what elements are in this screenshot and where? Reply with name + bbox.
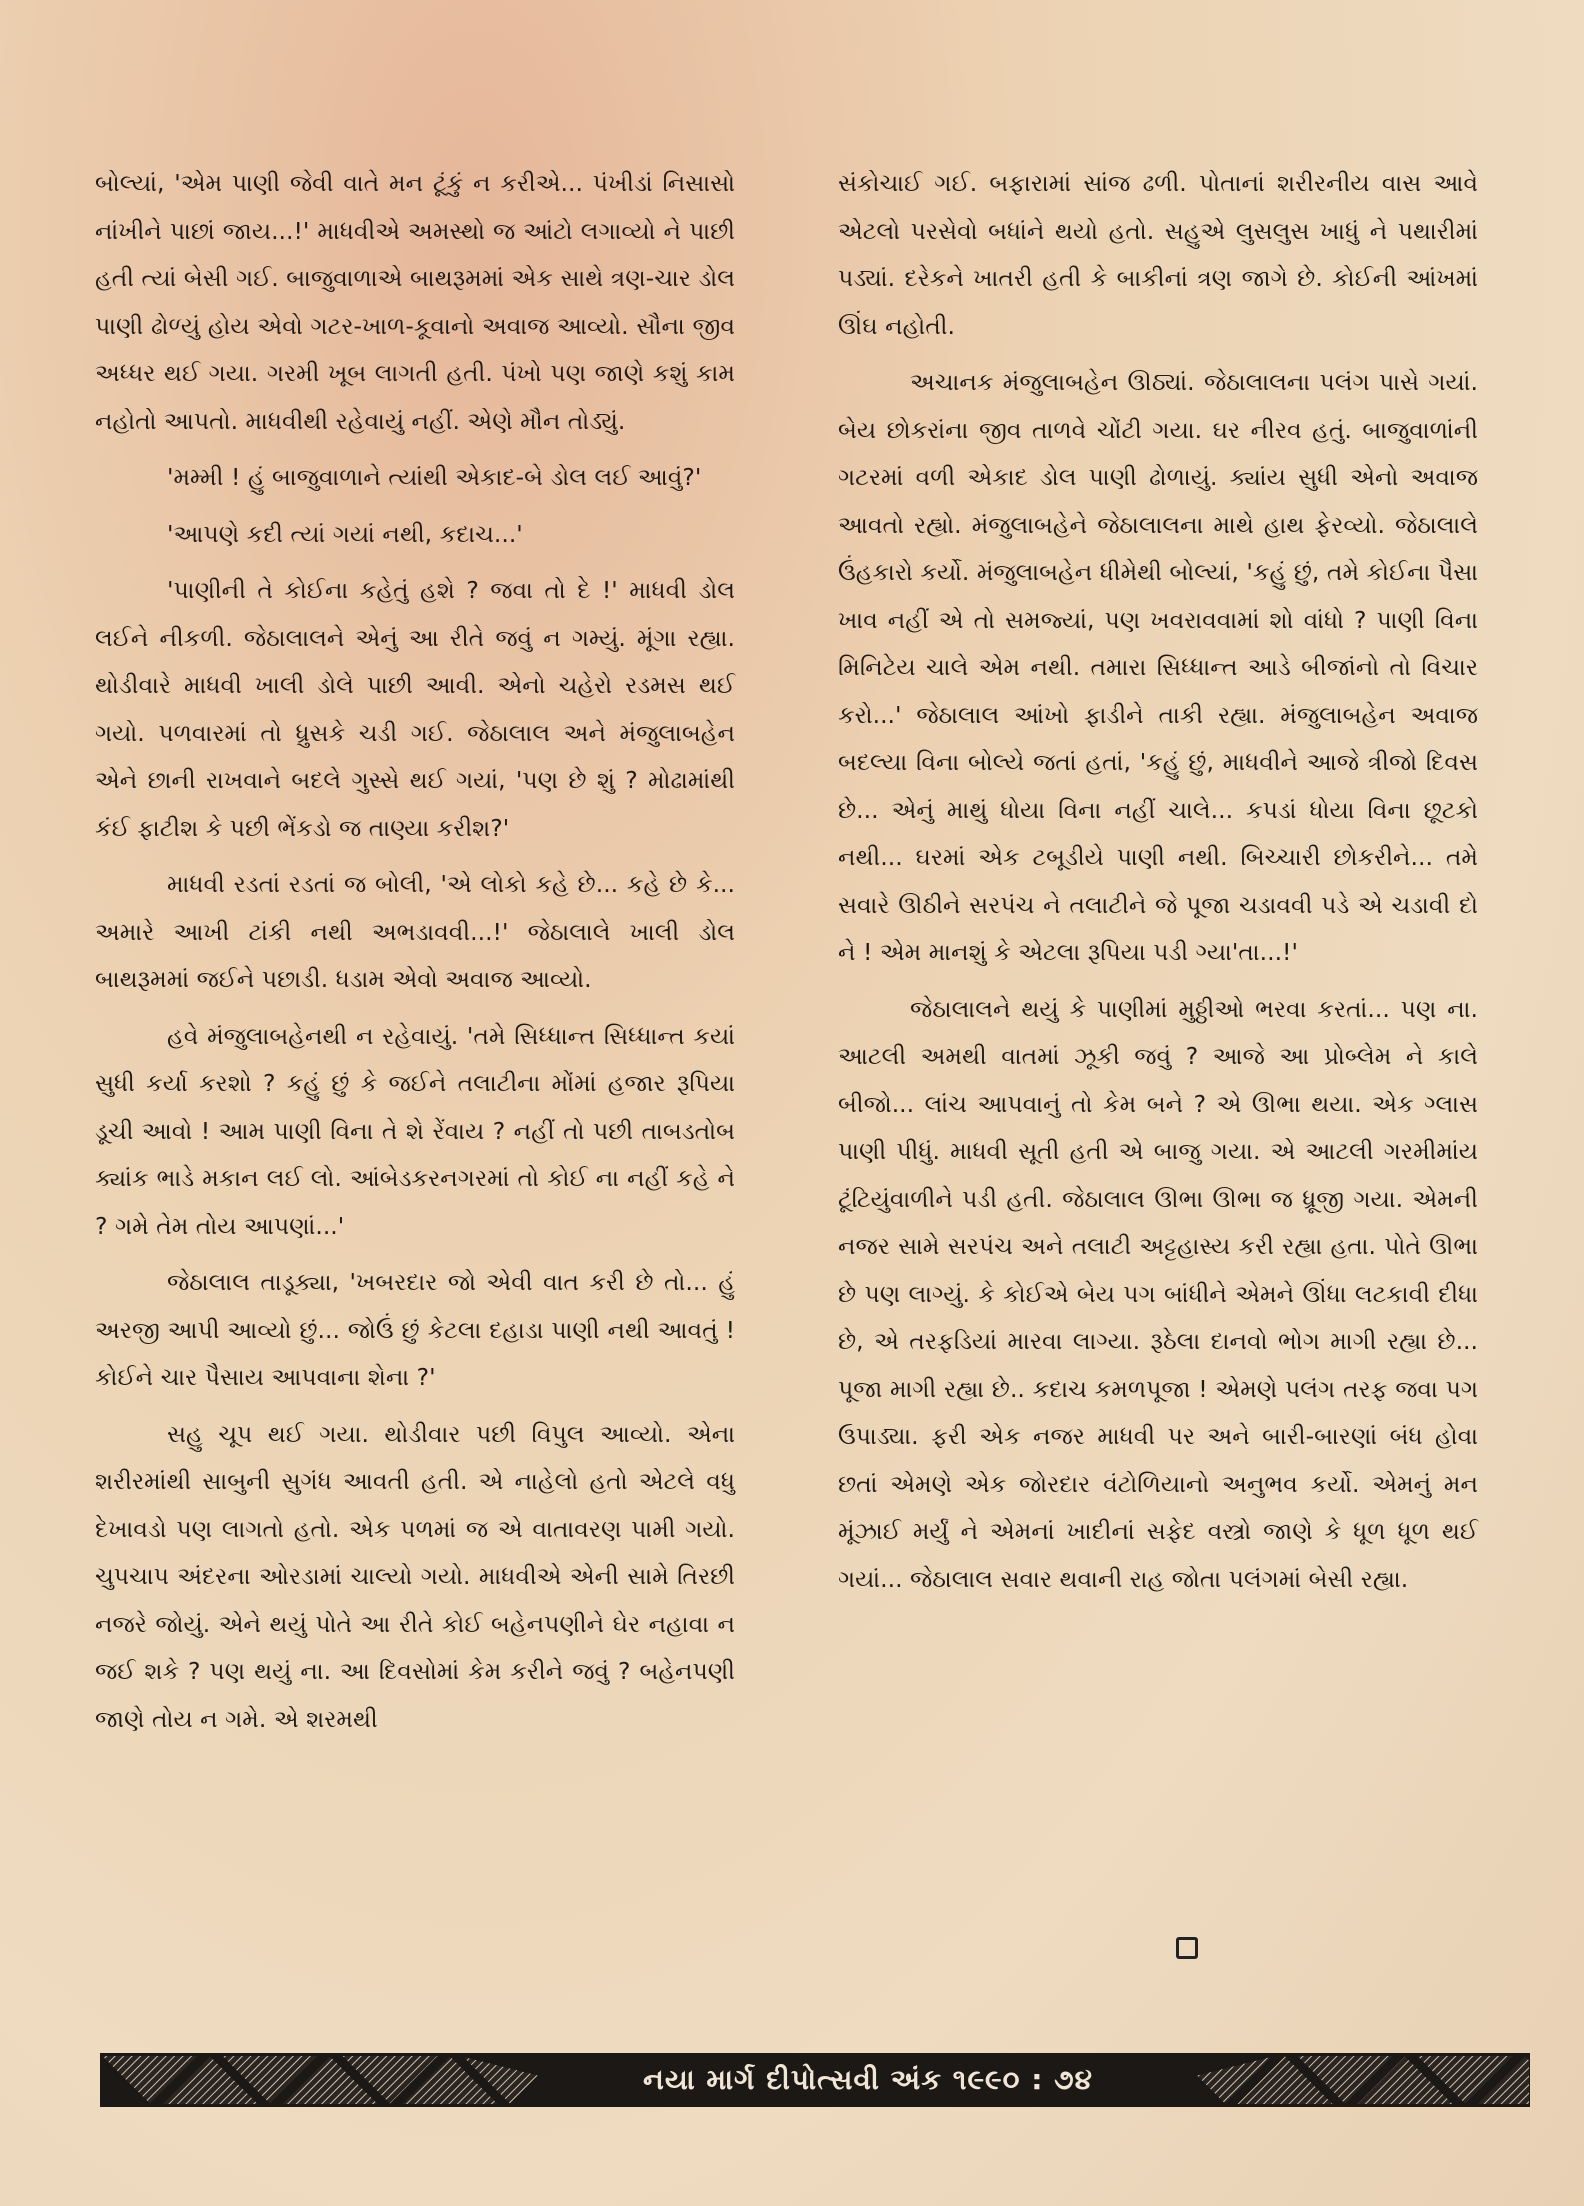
left-column [95, 160, 735, 1752]
paragraph: હવે મંજુલાબહેનથી ન રહેવાયું. 'તમે સિધ્ધાન્ત સિધ્ધાન્ત કયાં સુધી કર્યા કરશો ? કહું છું કે જઈને તલાટીના મોંમાં હજાર રૂપિયા ડૂચી આવો ! આમ પાણી વિના તે શે રેંવાય ? નહીં તો પછી તાબડતોબ ક્યાંક ભાડે મકાન લઈ લો. આંબેડકરનગરમાં તો કોઈ ના નહીં કહે ને ? ગમે તેમ તોય આપણાં...' [95, 1021, 735, 1240]
paragraph: 'પાણીની તે કોઈના કહેતું હશે ? જવા તો દે !' માધવી ડોલ લઈને નીકળી. જેઠાલાલને એનું આ રીતે જવું ન ગમ્યું. મૂંગા રહ્યા. થોડીવારે માધવી ખાલી ડોલે પાછી આવી. એનો ચહેરો રડમસ થઈ ગયો. પળવારમાં તો ધ્રુસકે ચડી ગઈ. જેઠાલાલ અને મંજુલાબહેન એને છાની રાખવાને બદલે ગુસ્સે થઈ ગયાં, 'પણ છે શું ? મોઢામાંથી કંઈ ફાટીશ કે પછી ભેંકડો જ તાણ્યા કરીશ?' [95, 576, 735, 842]
paragraph: માધવી રડતાં રડતાં જ બોલી, 'એ લોકો કહે છે... કહે છે કે... અમારે આખી ટાંકી નથી અભડાવવી...!' જેઠાલાલે ખાલી ડોલ બાથરૂમમાં જઈને પછાડી. ધડામ એવો અવાજ આવ્યો. [95, 870, 735, 993]
paragraph: સંકોચાઈ ગઈ. બફારામાં સાંજ ઢળી. પોતાનાં શરીરનીય વાસ આવે એટલો પરસેવો બધાંને થયો હતો. સહુએ લુસલુસ ખાધું ને પથારીમાં પડ્યાં. દરેકને ખાતરી હતી કે બાકીનાં ત્રણ જાગે છે. કોઈની આંખમાં ઊંઘ નહોતી. [838, 169, 1478, 340]
page-footer [100, 2045, 1530, 2115]
paragraph: જેઠાલાલને થયું કે પાણીમાં મુઠ્ઠીઓ ભરવા કરતાં... પણ ના. આટલી અમથી વાતમાં ઝૂકી જવું ? આજે આ પ્રોબ્લેમ ને કાલે બીજો... લાંચ આપવાનું તો કેમ બને ? એ ઊભા થયા. એક ગ્લાસ પાણી પીધું. માધવી સૂતી હતી એ બાજુ ગયા. એ આટલી ગરમીમાંય ટૂંટિયુંવાળીને પડી હતી. જેઠાલાલ ઊભા ઊભા જ ધ્રૂજી ગયા. એમની નજર સામે સરપંચ અને તલાટી અટ્ટહાસ્ય કરી રહ્યા હતા. પોતે ઊભા છે પણ લાગ્યું. કે કોઈએ બેય પગ બાંધીને એમને ઊંધા લટકાવી દીધા છે, એ તરફડિયાં મારવા લાગ્યા. રૂઠેલા દાનવો ભોગ માગી રહ્યા છે... પૂજા માગી રહ્યા છે.. કદાચ કમળપૂજા ! એમણે પલંગ તરફ જવા પગ ઉપાડ્યા. ફરી એક નજર માધવી પર અને બારી-બારણાં બંધ હોવા છતાં એમણે એક જોરદાર વંટોળિયાનો અનુભવ કર્યો. એમનું મન મૂંઝાઈ મર્યું ને એમનાં ખાદીનાં સફેદ વસ્ત્રો જાણે કે ધૂળ ધૂળ થઈ ગયાં... જેઠાલાલ સવાર થવાની રાહ જોતા પલંગમાં બેસી રહ્યા. [838, 994, 1478, 1593]
paragraph: 'આપણે કદી ત્યાં ગયાં નથી, કદાચ...' [167, 519, 523, 548]
paragraph: 'મમ્મી ! હું બાજુવાળાને ત્યાંથી એકાદ-બે ડોલ લઈ આવું?' [167, 463, 702, 491]
paragraph: સહુ ચૂપ થઈ ગયા. થોડીવાર પછી વિપુલ આવ્યો. એના શરીરમાંથી સાબુની સુગંધ આવતી હતી. એ નાહેલો હતો એટલે વધુ દેખાવડો પણ લાગતો હતો. એક પળમાં જ એ વાતાવરણ પામી ગયો. ચુપચાપ અંદરના ઓરડામાં ચાલ્યો ગયો. માધવીએ એની સામે તિરછી નજરે જોયું. એને થયું પોતે આ રીતે કોઈ બહેનપણીને ઘેર નહાવા ન જઈ શકે ? પણ થયું ના. આ દિવસોમાં કેમ કરીને જવું ? બહેનપણી જાણે તોય ન ગમે. એ શરમથી [95, 1419, 735, 1733]
paragraph: બોલ્યાં, 'એમ પાણી જેવી વાતે મન ટૂંકું ન કરીએ... પંખીડાં નિસાસો નાંખીને પાછાં જાય...!' માધવીએ અમસ્થો જ આંટો લગાવ્યો ને પાછી હતી ત્યાં બેસી ગઈ. બાજુવાળાએ બાથરૂમમાં એક સાથે ત્રણ-ચાર ડોલ પાણી ઢોળ્યું હોય એવો ગટર-ખાળ-કૂવાનો અવાજ આવ્યો. સૌના જીવ અધ્ધર થઈ ગયા. ગરમી ખૂબ લાગતી હતી. પંખો પણ જાણે કશું કામ નહોતો આપતો. માધવીથી રહેવાયું નહીં. એણે મૌન તોડ્યું. [95, 169, 735, 435]
paragraph: અચાનક મંજુલાબહેન ઊઠ્યાં. જેઠાલાલના પલંગ પાસે ગયાં. બેય છોકરાંના જીવ તાળવે ચોંટી ગયા. ઘર નીરવ હતું. બાજુવાળાંની ગટરમાં વળી એકાદ ડોલ પાણી ઢોળાયું. ક્યાંય સુધી એનો અવાજ આવતો રહ્યો. મંજુલાબહેને જેઠાલાલના માથે હાથ ફેરવ્યો. જેઠાલાલે ઉંહકારો કર્યો. મંજુલાબહેન ધીમેથી બોલ્યાં, 'કહું છું, તમે કોઈના પૈસા ખાવ નહીં એ તો સમજ્યાં, પણ ખવરાવવામાં શો વાંધો ? પાણી વિના મિનિટેય ચાલે એમ નથી. તમારા સિધ્ધાન્ત આડે બીજાંનો તો વિચાર કરો...' જેઠાલાલ આંખો ફાડીને તાકી રહ્યા. મંજુલાબહેન અવાજ બદલ્યા વિના બોલ્યે જતાં હતાં, 'કહું છું, માધવીને આજે ત્રીજો દિવસ છે... એનું માથું ધોયા વિના નહીં ચાલે... કપડાં ધોયા વિના છૂટકો નથી... ઘરમાં એક ટબૂડીયે પાણી નથી. બિચ્ચારી છોકરીને... તમે સવારે ઊઠીને સરપંચ ને તલાટીને જે પૂજા ચડાવવી પડે એ ચડાવી દો ને ! એમ માનશું કે એટલા રૂપિયા પડી ગ્યા'તા...!' [838, 368, 1478, 966]
paragraph: જેઠાલાલ તાડૂક્યા, 'ખબરદાર જો એવી વાત કરી છે તો... હું અરજી આપી આવ્યો છું... જોઉં છું કેટલા દહાડા પાણી નથી આવતું ! કોઈને ચાર પૈસાય આપવાના શેના ?' [95, 1268, 735, 1391]
right-column [838, 160, 1478, 1612]
end-of-story-square-icon [1176, 1937, 1198, 1959]
footer-issue-label: નયા માર્ગ દીપોત્સવી અંક ૧૯૯૦ : ૭૪ [548, 2057, 1188, 2103]
